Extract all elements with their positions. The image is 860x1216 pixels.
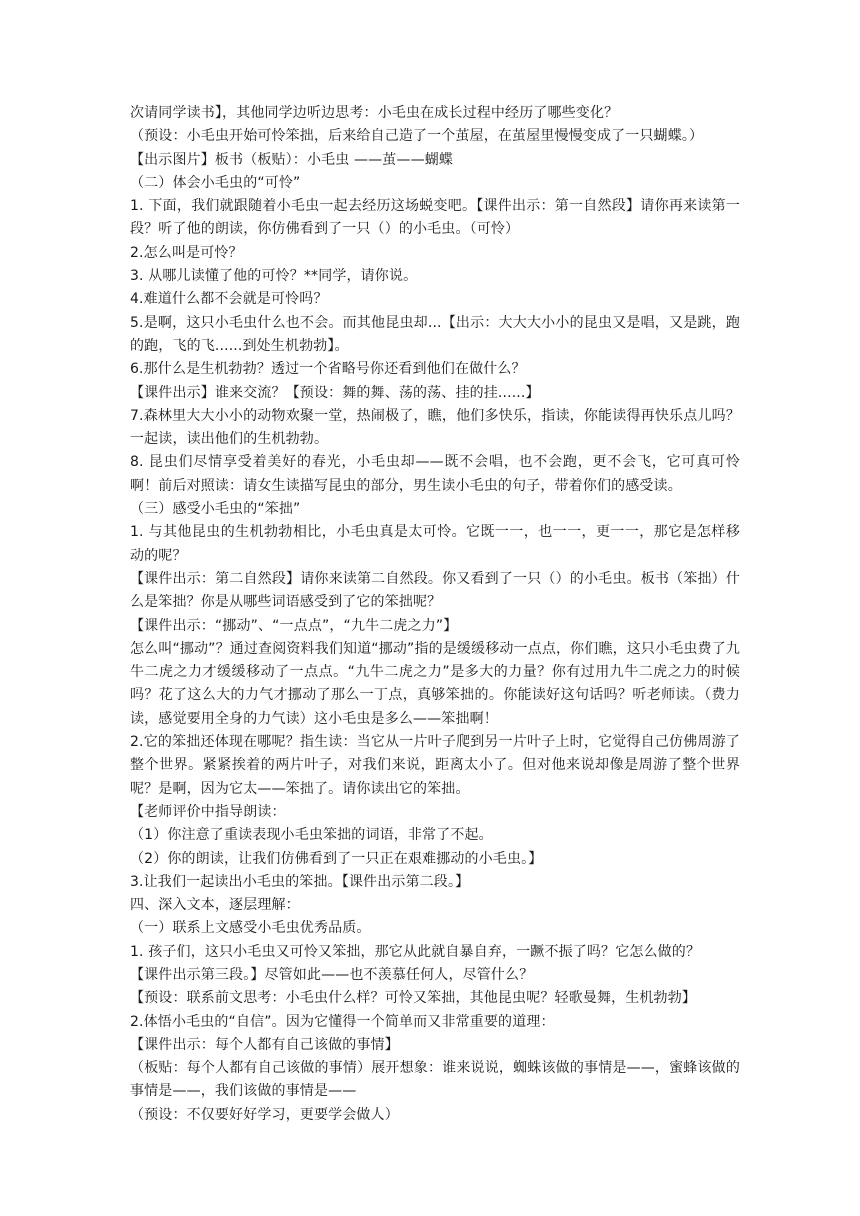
section-heading: 四、深入文本，逐层理解：: [130, 897, 300, 914]
section-heading: （三）感受小毛虫的“笨拙”: [130, 501, 301, 518]
paragraph: 1. 下面，我们就跟随着小毛虫一起去经历这场蜕变吧。【课件出示：第一自然段】请你再来读第一段？听了他的朗读，你仿佛看到了一只（）的小毛虫。（可怜）: [130, 198, 740, 238]
paragraph: 2.体悟小毛虫的“自信”。因为它懂得一个简单而又非常重要的道理：: [130, 1013, 555, 1030]
paragraph: 【出示图片】板书（板贴）：小毛虫 ——茧——蝴蝶: [130, 151, 454, 168]
paragraph: （预设：小毛虫开始可怜笨拙，后来给自己造了一个茧屋，在茧屋里慢慢变成了一只蝴蝶。）: [130, 128, 704, 145]
section-heading: （一）联系上文感受小毛虫优秀品质。: [130, 920, 371, 937]
paragraph: 1. 与其他昆虫的生机勃勃相比，小毛虫真是太可怜。它既一一，也一一，更一一，那它是怎样移动的呢？: [130, 524, 740, 564]
paragraph: 7.森林里大大小小的动物欢聚一堂，热闹极了，瞧，他们多快乐，指读，你能读得再快乐点儿吗？一起读，读出他们的生机勃勃。: [130, 407, 740, 448]
paragraph: 怎么叫“挪动”？通过查阅资料我们知道“挪动”指的是缓缓移动一点点，你们瞧，这只小毛虫费了九牛二虎之力才缓缓移动了一点点。“九牛二虎之力”是多大的力量？你有过用九牛二虎之力的时候吗？花了这么大的力气才挪动了那么一丁点，真够笨拙的。你能读好这句话吗？听老师读。（费力读，感觉要用全身的力气读）这小毛虫是多么——笨拙啊！: [130, 640, 740, 727]
paragraph: （板贴：每个人都有自己该做的事情）展开想象：谁来说说，蜘蛛该做的事情是——，蜜蜂该做的事情是——，我们该做的事情是——: [130, 1060, 740, 1100]
paragraph: 3. 从哪儿读懂了他的可怜？**同学，请你说。: [130, 268, 418, 285]
paragraph: 次请同学读书】，其他同学边听边思考：小毛虫在成长过程中经历了哪些变化？: [130, 105, 619, 121]
section-heading: （二）体会小毛虫的“可怜”: [130, 174, 301, 191]
paragraph: 3.让我们一起读出小毛虫的笨拙。【课件出示第二段。】: [130, 873, 470, 890]
paragraph: 8. 昆虫们尽情享受着美好的春光，小毛虫却——既不会唱，也不会跑，更不会飞，它可真可怜啊！前后对照读：请女生读描写昆虫的部分，男生读小毛虫的句子，带着你们的感受读。: [130, 454, 740, 494]
paragraph: 【老师评价中指导朗读：: [130, 803, 286, 820]
paragraph: 6.那什么是生机勃勃？透过一个省略号你还看到他们在做什么？: [130, 361, 526, 378]
paragraph: 【课件出示第三段。】尽管如此——也不羡慕任何人，尽管什么？: [130, 966, 534, 983]
paragraph: 【课件出示】谁来交流？【预设：舞的舞、荡的荡、挂的挂......】: [130, 384, 540, 401]
paragraph: 2.它的笨拙还体现在哪呢？指生读：当它从一片叶子爬到另一片叶子上时，它觉得自己仿佛周游了整个世界。紧紧挨着的两片叶子，对我们来说，距离太小了。但对他来说却像是周游了整个世界呢？是啊，因为它太——笨拙了。请你读出它的笨拙。: [130, 734, 740, 797]
paragraph: 5.是啊，这只小毛虫什么也不会。而其他昆虫却...【出示：大大大小小的昆虫又是唱，又是跳，跑的跑，飞的飞......到处生机勃勃】。: [130, 314, 740, 354]
paragraph: 【预设：联系前文思考：小毛虫什么样？可怜又笨拙，其他昆虫呢？轻歌曼舞，生机勃勃】: [130, 990, 696, 1007]
paragraph: 4.难道什么都不会就是可怜吗？: [130, 291, 328, 308]
paragraph: （2）你的朗读，让我们仿佛看到了一只正在艰难挪动的小毛虫。】: [130, 850, 543, 867]
paragraph: （预设：不仅要好好学习，更要学会做人）: [130, 1106, 399, 1123]
document-body: [130, 102, 740, 1127]
paragraph: （1）你注意了重读表现小毛虫笨拙的词语，非常了不起。: [130, 827, 493, 844]
paragraph: 2.怎么叫是可怜？: [130, 244, 243, 261]
paragraph: 【课件出示：第二自然段】请你来读第二自然段。你又看到了一只（）的小毛虫。板书（笨拙）什么是笨拙？你是从哪些词语感受到了它的笨拙呢？: [130, 570, 740, 611]
paragraph: 【课件出示：“挪动”、“一点点”，“九牛二虎之力”】: [130, 617, 458, 634]
paragraph: 1. 孩子们，这只小毛虫又可怜又笨拙，那它从此就自暴自弃，一蹶不振了吗？它怎么做的？: [130, 943, 701, 960]
paragraph: 【课件出示：每个人都有自己该做的事情】: [130, 1036, 399, 1053]
